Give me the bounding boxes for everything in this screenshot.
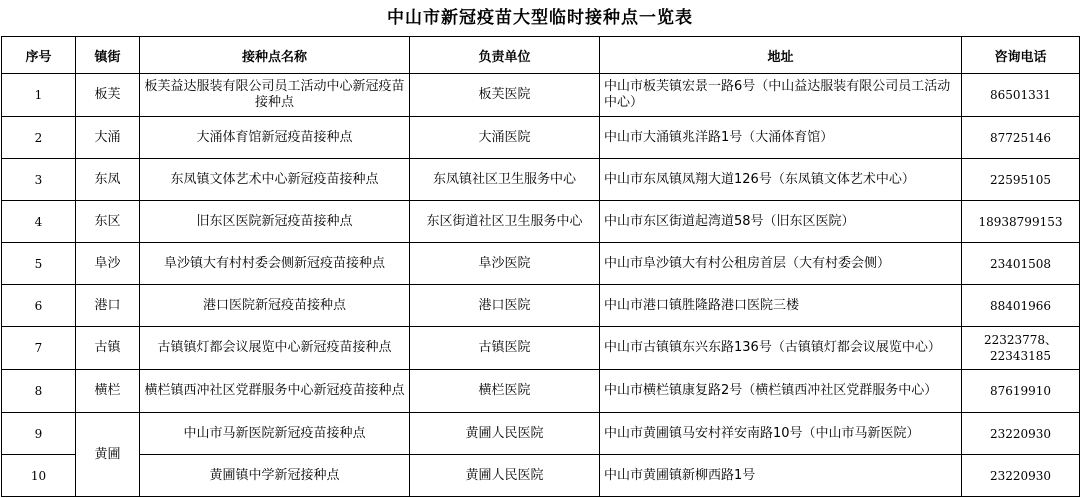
cell-no: 6 (2, 285, 76, 327)
cell-site: 阜沙镇大有村村委会侧新冠疫苗接种点 (140, 243, 410, 285)
cell-phone: 86501331 (962, 74, 1080, 117)
header-no: 序号 (2, 37, 76, 74)
cell-unit: 黄圃人民医院 (410, 455, 600, 497)
cell-address: 中山市大涌镇兆洋路1号（大涌体育馆） (600, 117, 962, 159)
cell-unit: 阜沙医院 (410, 243, 600, 285)
cell-no: 4 (2, 201, 76, 243)
cell-address: 中山市横栏镇康复路2号（横栏镇西冲社区党群服务中心） (600, 370, 962, 413)
cell-site: 大涌体育馆新冠疫苗接种点 (140, 117, 410, 159)
cell-address: 中山市黄圃镇马安村祥安南路10号（中山市马新医院） (600, 413, 962, 455)
cell-unit: 大涌医院 (410, 117, 600, 159)
cell-address: 中山市古镇镇东兴东路136号（古镇镇灯都会议展览中心） (600, 327, 962, 370)
cell-town: 阜沙 (76, 243, 140, 285)
table-row (2, 413, 1080, 455)
page-title: 中山市新冠疫苗大型临时接种点一览表 (387, 8, 693, 28)
header-site: 接种点名称 (140, 37, 410, 74)
table-row (2, 74, 1080, 117)
cell-phone: 23220930 (962, 455, 1080, 497)
header-address: 地址 (600, 37, 962, 74)
cell-town: 板芙 (76, 74, 140, 117)
cell-unit: 横栏医院 (410, 370, 600, 413)
cell-site: 板芙益达服装有限公司员工活动中心新冠疫苗接种点 (140, 74, 410, 117)
cell-no: 8 (2, 370, 76, 413)
vaccination-sites-table (1, 36, 1080, 497)
cell-phone: 88401966 (962, 285, 1080, 327)
table-row (2, 243, 1080, 285)
cell-address: 中山市东凤镇凤翔大道126号（东凤镇文体艺术中心） (600, 159, 962, 201)
table-row (2, 201, 1080, 243)
cell-phone: 87725146 (962, 117, 1080, 159)
cell-no: 7 (2, 327, 76, 370)
cell-address: 中山市黄圃镇新柳西路1号 (600, 455, 962, 497)
cell-unit: 东区街道社区卫生服务中心 (410, 201, 600, 243)
table-row (2, 455, 1080, 497)
cell-phone: 22595105 (962, 159, 1080, 201)
table-header-row (2, 37, 1080, 74)
table-row (2, 285, 1080, 327)
header-unit: 负责单位 (410, 37, 600, 74)
cell-site: 东凤镇文体艺术中心新冠疫苗接种点 (140, 159, 410, 201)
cell-address: 中山市港口镇胜隆路港口医院三楼 (600, 285, 962, 327)
cell-site: 横栏镇西冲社区党群服务中心新冠疫苗接种点 (140, 370, 410, 413)
cell-phone: 87619910 (962, 370, 1080, 413)
cell-address: 中山市阜沙镇大有村公租房首层（大有村委会侧） (600, 243, 962, 285)
header-phone: 咨询电话 (962, 37, 1080, 74)
cell-town: 东区 (76, 201, 140, 243)
cell-no: 1 (2, 74, 76, 117)
cell-no: 10 (2, 455, 76, 497)
cell-unit: 板芙医院 (410, 74, 600, 117)
cell-phone: 23401508 (962, 243, 1080, 285)
header-town: 镇街 (76, 37, 140, 74)
cell-no: 9 (2, 413, 76, 455)
cell-town: 古镇 (76, 327, 140, 370)
cell-unit: 港口医院 (410, 285, 600, 327)
cell-no: 5 (2, 243, 76, 285)
cell-town: 横栏 (76, 370, 140, 413)
cell-unit: 黄圃人民医院 (410, 413, 600, 455)
cell-phone: 18938799153 (962, 201, 1080, 243)
cell-unit: 古镇医院 (410, 327, 600, 370)
cell-unit: 东凤镇社区卫生服务中心 (410, 159, 600, 201)
cell-site: 旧东区医院新冠疫苗接种点 (140, 201, 410, 243)
cell-phone: 22323778、22343185 (962, 327, 1080, 370)
cell-town: 黄圃 (76, 413, 140, 497)
table-row (2, 327, 1080, 370)
cell-address: 中山市板芙镇宏景一路6号（中山益达服装有限公司员工活动中心） (600, 74, 962, 117)
cell-no: 3 (2, 159, 76, 201)
cell-site: 古镇镇灯都会议展览中心新冠疫苗接种点 (140, 327, 410, 370)
cell-address: 中山市东区街道起湾道58号（旧东区医院） (600, 201, 962, 243)
table-row (2, 117, 1080, 159)
cell-site: 黄圃镇中学新冠接种点 (140, 455, 410, 497)
cell-town: 大涌 (76, 117, 140, 159)
cell-site: 中山市马新医院新冠疫苗接种点 (140, 413, 410, 455)
cell-site: 港口医院新冠疫苗接种点 (140, 285, 410, 327)
table-row (2, 159, 1080, 201)
cell-phone: 23220930 (962, 413, 1080, 455)
table-row (2, 370, 1080, 413)
cell-town: 港口 (76, 285, 140, 327)
cell-town: 东凤 (76, 159, 140, 201)
cell-no: 2 (2, 117, 76, 159)
